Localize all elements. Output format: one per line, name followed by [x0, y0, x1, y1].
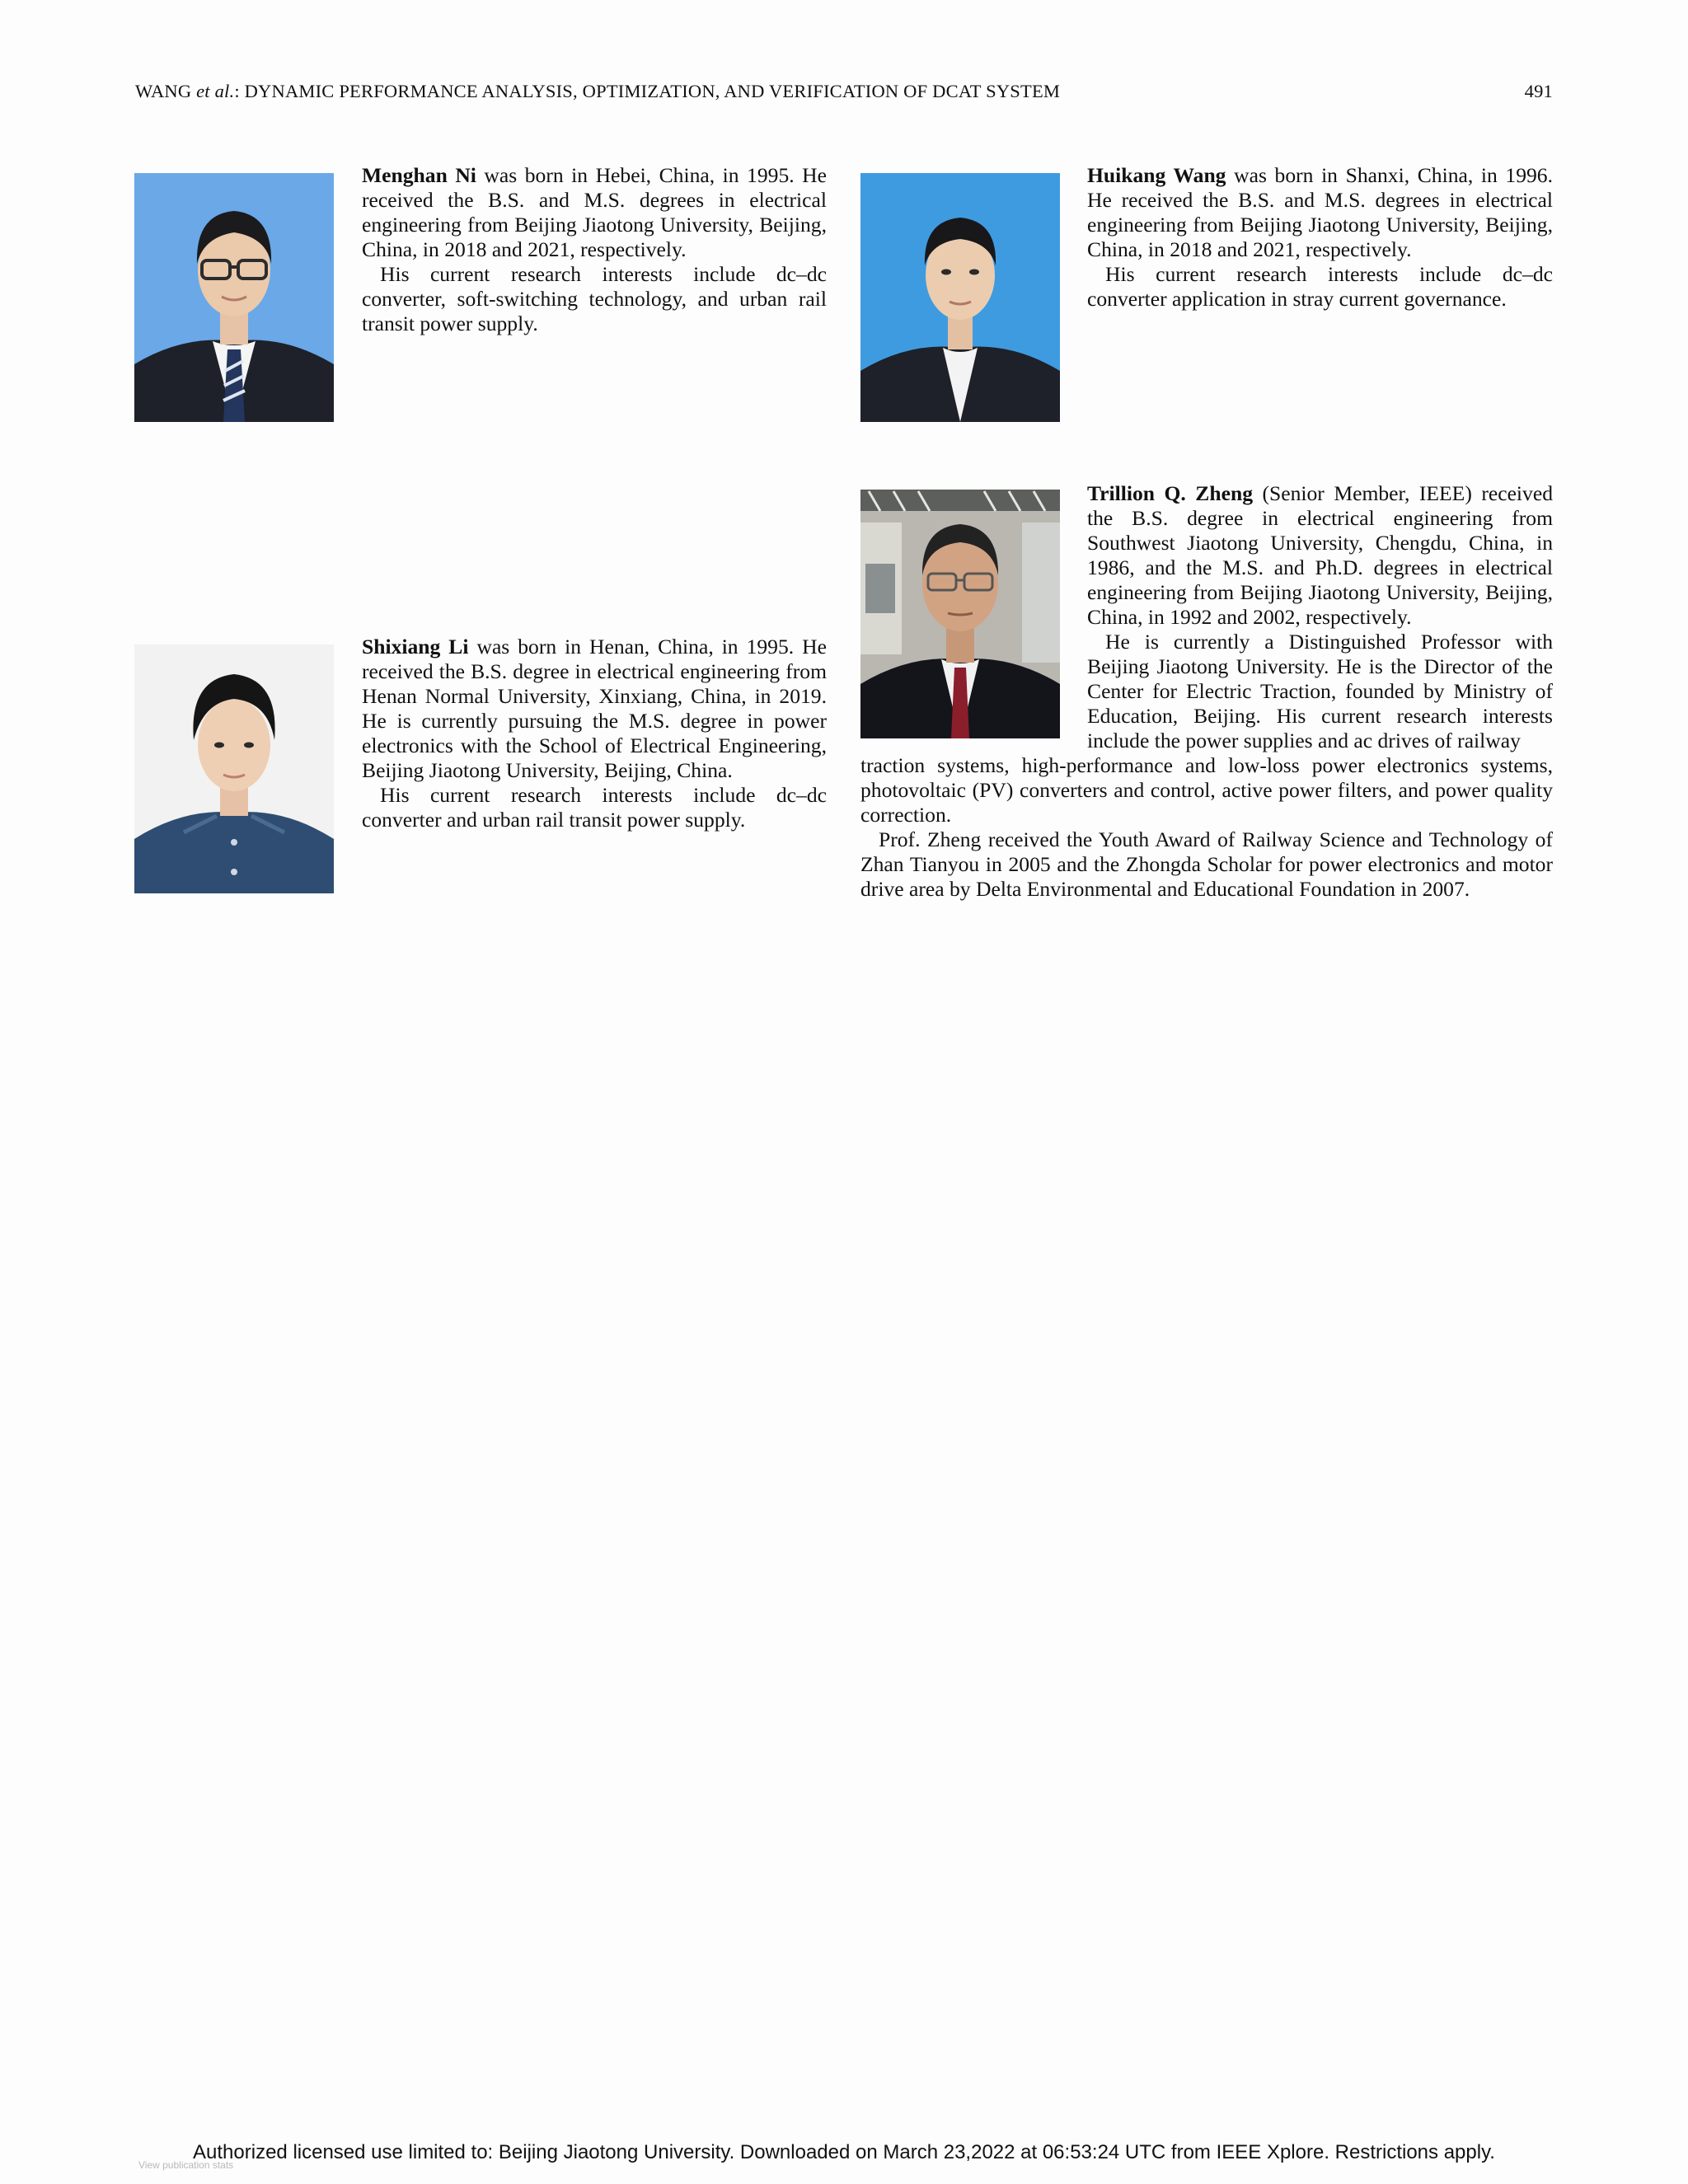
bio-paragraph — [362, 163, 827, 262]
bio-trillion-zheng-continued — [860, 753, 1553, 902]
bio-text: was born in Shanxi, China, in 1996. He received the B.S. and M.S. degrees in electrical engineering from Beijing Jiaotong University, Beijing, China, in 2018 and 2021, respectively. — [1087, 163, 1553, 261]
bio-text: (Senior Member, IEEE) received the B.S. degree in electrical engineering from Southwest Jiaotong University, Chengdu, China, in 1986, and the M.S. and Ph.D. degrees in electrical engineering from Beijing Jiaotong University, Beijing, China, in 1992 and 2002, respectively. — [1087, 481, 1553, 629]
bio-shixiang-li — [362, 635, 827, 832]
header-author: WANG — [135, 81, 192, 101]
bio-text: was born in Henan, China, in 1995. He received the B.S. degree in electrical engineering from Henan Normal University, Xinxiang, China, in 2019. He is currently pursuing the M.S. degree in power electronics with the School of Electrical Engineering, Beijing Jiaotong University, Beijing, China. — [362, 635, 827, 782]
running-head — [135, 81, 1553, 102]
bio-huikang-wang — [1087, 163, 1553, 312]
author-name: Trillion Q. Zheng — [1087, 481, 1253, 505]
license-notice: Authorized licensed use limited to: Beijing Jiaotong University. Downloaded on March 23,2022 at 06:53:24 UTC from IEEE Xplore. Restrictions apply. — [193, 2141, 1495, 2163]
bio-trillion-zheng — [1087, 481, 1553, 753]
bio-paragraph: He is currently a Distinguished Professor with Beijing Jiaotong University. He is the Director of the Center for Electric Traction, founded by Ministry of Education, Beijing. His current research interests include the power supplies and ac drives of railway — [1087, 630, 1553, 752]
view-publication-stats-link[interactable]: View publication stats — [138, 2159, 234, 2171]
bio-text: was born in Hebei, China, in 1995. He received the B.S. and M.S. degrees in electrical engineering from Beijing Jiaotong University, Beijing, China, in 2018 and 2021, respectively. — [362, 163, 827, 261]
author-name: Menghan Ni — [362, 163, 476, 187]
bio-paragraph: Prof. Zheng received the Youth Award of Railway Science and Technology of Zhan Tianyou in 2005 and the Zhongda Scholar for power electronics and motor drive area by Delta Environmental and Educational Foundation in 2007. — [860, 827, 1553, 901]
photo-trillion-zheng — [860, 490, 1060, 738]
bio-paragraph: His current research interests include dc–dc converter application in stray current governance. — [1087, 262, 1553, 311]
bio-paragraph: traction systems, high-performance and low-loss power electronics systems, photovoltaic (PV) converters and control, active power filters, and power quality correction. — [860, 753, 1553, 827]
author-name: Shixiang Li — [362, 635, 469, 658]
bio-paragraph — [1087, 481, 1553, 630]
author-name: Huikang Wang — [1087, 163, 1226, 187]
header-title: : DYNAMIC PERFORMANCE ANALYSIS, OPTIMIZATION, AND VERIFICATION OF DCAT SYSTEM — [234, 81, 1061, 101]
photo-shixiang-li — [134, 644, 334, 893]
header-etal: et al. — [196, 81, 235, 101]
bio-paragraph — [1087, 163, 1553, 262]
bio-paragraph: His current research interests include dc–dc converter, soft-switching technology, and urban rail transit power supply. — [362, 262, 827, 335]
bio-paragraph — [362, 635, 827, 783]
photo-menghan-ni — [134, 173, 334, 422]
page-number: 491 — [1524, 81, 1553, 101]
photo-huikang-wang — [860, 173, 1060, 422]
bio-menghan-ni — [362, 163, 827, 336]
bio-paragraph: His current research interests include dc–dc converter and urban rail transit power supply. — [362, 783, 827, 832]
